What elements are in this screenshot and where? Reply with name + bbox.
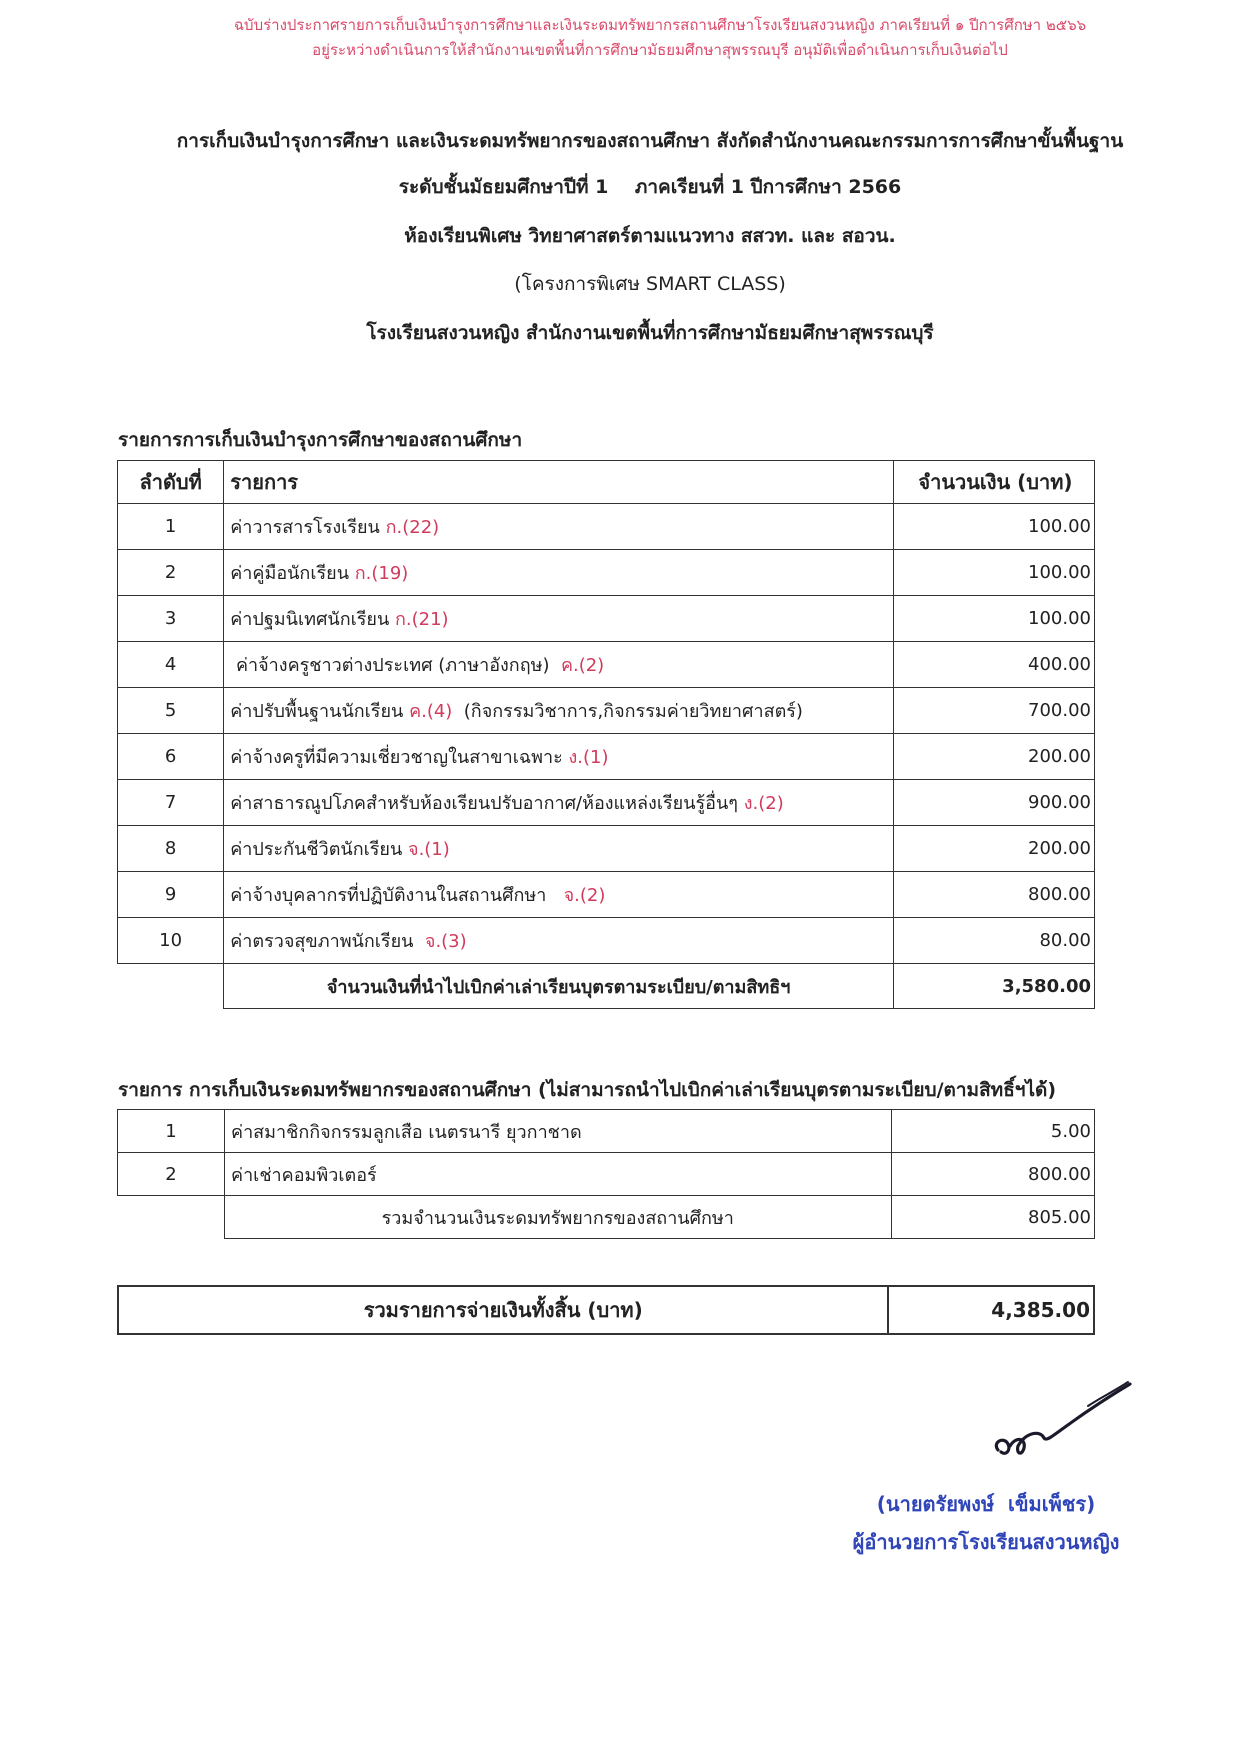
fee-row-code: จ.(3) bbox=[419, 931, 467, 952]
fee-table bbox=[117, 460, 1095, 1009]
fee-row-amount: 100.00 bbox=[893, 504, 1094, 550]
fee-row bbox=[118, 688, 1095, 734]
resource-table bbox=[117, 1109, 1095, 1239]
fee-row-item-text: ค่าจ้างครูที่มีความเชี่ยวชาญในสาขาเฉพาะ bbox=[230, 747, 563, 768]
grand-total-table bbox=[117, 1285, 1095, 1335]
section-1-title: รายการการเก็บเงินบำรุงการศึกษาของสถานศึกษา bbox=[118, 429, 523, 451]
fee-subtotal-label: จำนวนเงินที่นำไปเบิกค่าเล่าเรียนบุตรตามระเบียบ/ตามสิทธิฯ bbox=[224, 964, 894, 1009]
fee-row bbox=[118, 550, 1095, 596]
header-line-2: ระดับชั้นมัธยมศึกษาปีที่ 1 ภาคเรียนที่ 1 ปีการศึกษา 2566 bbox=[398, 176, 902, 198]
fee-row-item bbox=[224, 550, 894, 596]
fee-row-no: 9 bbox=[118, 872, 224, 918]
fee-row-item-text: ค่าจ้างครูชาวต่างประเทศ (ภาษาอังกฤษ) bbox=[230, 655, 550, 676]
fee-row-item bbox=[224, 688, 894, 734]
resource-row-no: 1 bbox=[118, 1110, 225, 1153]
handwritten-signature bbox=[970, 1372, 1140, 1472]
fee-row-amount: 800.00 bbox=[893, 872, 1094, 918]
fee-row bbox=[118, 872, 1095, 918]
col-item-header: รายการ bbox=[224, 461, 894, 504]
fee-row-item bbox=[224, 918, 894, 964]
fee-row-no: 7 bbox=[118, 780, 224, 826]
fee-row-item bbox=[224, 504, 894, 550]
fee-row-item-text: ค่าคู่มือนักเรียน bbox=[230, 563, 350, 584]
fee-row-code: ก.(22) bbox=[385, 517, 440, 538]
fee-row-item bbox=[224, 596, 894, 642]
header-line-1: การเก็บเงินบำรุงการศึกษา และเงินระดมทรัพยากรของสถานศึกษา สังกัดสำนักงานคณะกรรมการการศึกษาขั้นพื้นฐาน bbox=[176, 130, 1124, 152]
fee-row-code: ก.(21) bbox=[395, 609, 449, 630]
fee-row-code: ง.(2) bbox=[743, 793, 784, 814]
fee-row-amount: 200.00 bbox=[893, 826, 1094, 872]
resource-subtotal-value: 805.00 bbox=[891, 1196, 1094, 1239]
fee-row-item bbox=[224, 642, 894, 688]
fee-row-no: 1 bbox=[118, 504, 224, 550]
resource-subtotal-label: รวมจำนวนเงินระดมทรัพยากรของสถานศึกษา bbox=[225, 1196, 891, 1239]
fee-row-code: จ.(2) bbox=[552, 885, 606, 906]
fee-table-body bbox=[118, 504, 1095, 964]
fee-row-item bbox=[224, 780, 894, 826]
resource-subtotal-row bbox=[118, 1196, 1095, 1239]
fee-row-item-text: ค่าปรับพื้นฐานนักเรียน bbox=[230, 701, 404, 722]
fee-row-code: ง.(1) bbox=[568, 747, 609, 768]
fee-row-item-text: ค่าประกันชีวิตนักเรียน bbox=[230, 839, 403, 860]
fee-row-item bbox=[224, 872, 894, 918]
col-amount-header: จำนวนเงิน (บาท) bbox=[893, 461, 1094, 504]
fee-row-no: 10 bbox=[118, 918, 224, 964]
fee-row-item-text: ค่าวารสารโรงเรียน bbox=[230, 517, 380, 538]
fee-row-no: 6 bbox=[118, 734, 224, 780]
fee-row-item bbox=[224, 826, 894, 872]
fee-row bbox=[118, 734, 1095, 780]
draft-stamp-line-2: อยู่ระหว่างดำเนินการให้สำนักงานเขตพื้นที่การศึกษามัธยมศึกษาสุพรรณบุรี อนุมัติเพื่อดำเนินการเก็บเงินต่อไป bbox=[312, 41, 1008, 59]
fee-row-item bbox=[224, 734, 894, 780]
fee-subtotal-row bbox=[118, 964, 1095, 1009]
fee-row-note: (กิจกรรมวิชาการ,กิจกรรมค่ายวิทยาศาสตร์) bbox=[463, 701, 803, 722]
fee-row-no: 2 bbox=[118, 550, 224, 596]
fee-row-item-text: ค่าตรวจสุขภาพนักเรียน bbox=[230, 931, 414, 952]
grand-total-value: 4,385.00 bbox=[888, 1286, 1094, 1334]
fee-row-no: 4 bbox=[118, 642, 224, 688]
fee-row-amount: 100.00 bbox=[893, 550, 1094, 596]
fee-row-code: ค.(2) bbox=[555, 655, 605, 676]
resource-row bbox=[118, 1110, 1095, 1153]
subtotal-blank-cell bbox=[118, 964, 224, 1009]
fee-row-code: ก.(19) bbox=[354, 563, 409, 584]
fee-row-item-text: ค่าปฐมนิเทศนักเรียน bbox=[230, 609, 390, 630]
fee-row-amount: 200.00 bbox=[893, 734, 1094, 780]
col-no-header: ลำดับที่ bbox=[118, 461, 224, 504]
header-line-3: ห้องเรียนพิเศษ วิทยาศาสตร์ตามแนวทาง สสวท. และ สอวน. bbox=[404, 225, 896, 247]
header-line-5: โรงเรียนสงวนหญิง สำนักงานเขตพื้นที่การศึกษามัธยมศึกษาสุพรรณบุรี bbox=[366, 322, 934, 344]
resource-row-item: ค่าเช่าคอมพิวเตอร์ bbox=[225, 1153, 891, 1196]
fee-row bbox=[118, 642, 1095, 688]
resource-row-item: ค่าสมาชิกกิจกรรมลูกเสือ เนตรนารี ยุวกาชาด bbox=[225, 1110, 891, 1153]
fee-row-no: 3 bbox=[118, 596, 224, 642]
resource-row-amount: 5.00 bbox=[891, 1110, 1094, 1153]
draft-stamp-line-1: ฉบับร่างประกาศรายการเก็บเงินบำรุงการศึกษาและเงินระดมทรัพยากรสถานศึกษาโรงเรียนสงวนหญิง ภาคเรียนที่ ๑ ปีการศึกษา ๒๕๖๖ bbox=[233, 16, 1087, 34]
fee-row-amount: 100.00 bbox=[893, 596, 1094, 642]
fee-subtotal-value: 3,580.00 bbox=[893, 964, 1094, 1009]
signer-position: ผู้อำนวยการโรงเรียนสงวนหญิง bbox=[852, 1530, 1120, 1554]
fee-table-header bbox=[118, 461, 1095, 504]
section-2-title: รายการ การเก็บเงินระดมทรัพยากรของสถานศึกษา (ไม่สามารถนำไปเบิกค่าเล่าเรียนบุตรตามระเบียบ/ตามสิทธิ์ฯได้) bbox=[118, 1079, 1057, 1101]
signer-name: (นายตรัยพงษ์ เข็มเพ็ชร) bbox=[876, 1492, 1096, 1516]
fee-row-item-text: ค่าสาธารณูปโภคสำหรับห้องเรียนปรับอากาศ/ห้องแหล่งเรียนรู้อื่นๆ bbox=[230, 793, 738, 814]
resource-row bbox=[118, 1153, 1095, 1196]
fee-row-no: 5 bbox=[118, 688, 224, 734]
fee-row-amount: 400.00 bbox=[893, 642, 1094, 688]
fee-row bbox=[118, 918, 1095, 964]
fee-row-code: ค.(4) bbox=[409, 701, 453, 722]
resource-subtotal-blank bbox=[118, 1196, 225, 1239]
fee-row bbox=[118, 826, 1095, 872]
resource-table-body bbox=[118, 1110, 1095, 1196]
fee-row-amount: 80.00 bbox=[893, 918, 1094, 964]
resource-row-no: 2 bbox=[118, 1153, 225, 1196]
resource-row-amount: 800.00 bbox=[891, 1153, 1094, 1196]
fee-row bbox=[118, 504, 1095, 550]
fee-row bbox=[118, 596, 1095, 642]
fee-row-amount: 900.00 bbox=[893, 780, 1094, 826]
fee-row-code: จ.(1) bbox=[408, 839, 450, 860]
grand-total-label: รวมรายการจ่ายเงินทั้งสิ้น (บาท) bbox=[118, 1286, 888, 1334]
fee-row-amount: 700.00 bbox=[893, 688, 1094, 734]
header-line-4: (โครงการพิเศษ SMART CLASS) bbox=[514, 273, 786, 295]
grand-total-row bbox=[118, 1286, 1094, 1334]
fee-row bbox=[118, 780, 1095, 826]
fee-row-item-text: ค่าจ้างบุคลากรที่ปฏิบัติงานในสถานศึกษา bbox=[230, 885, 547, 906]
fee-row-no: 8 bbox=[118, 826, 224, 872]
